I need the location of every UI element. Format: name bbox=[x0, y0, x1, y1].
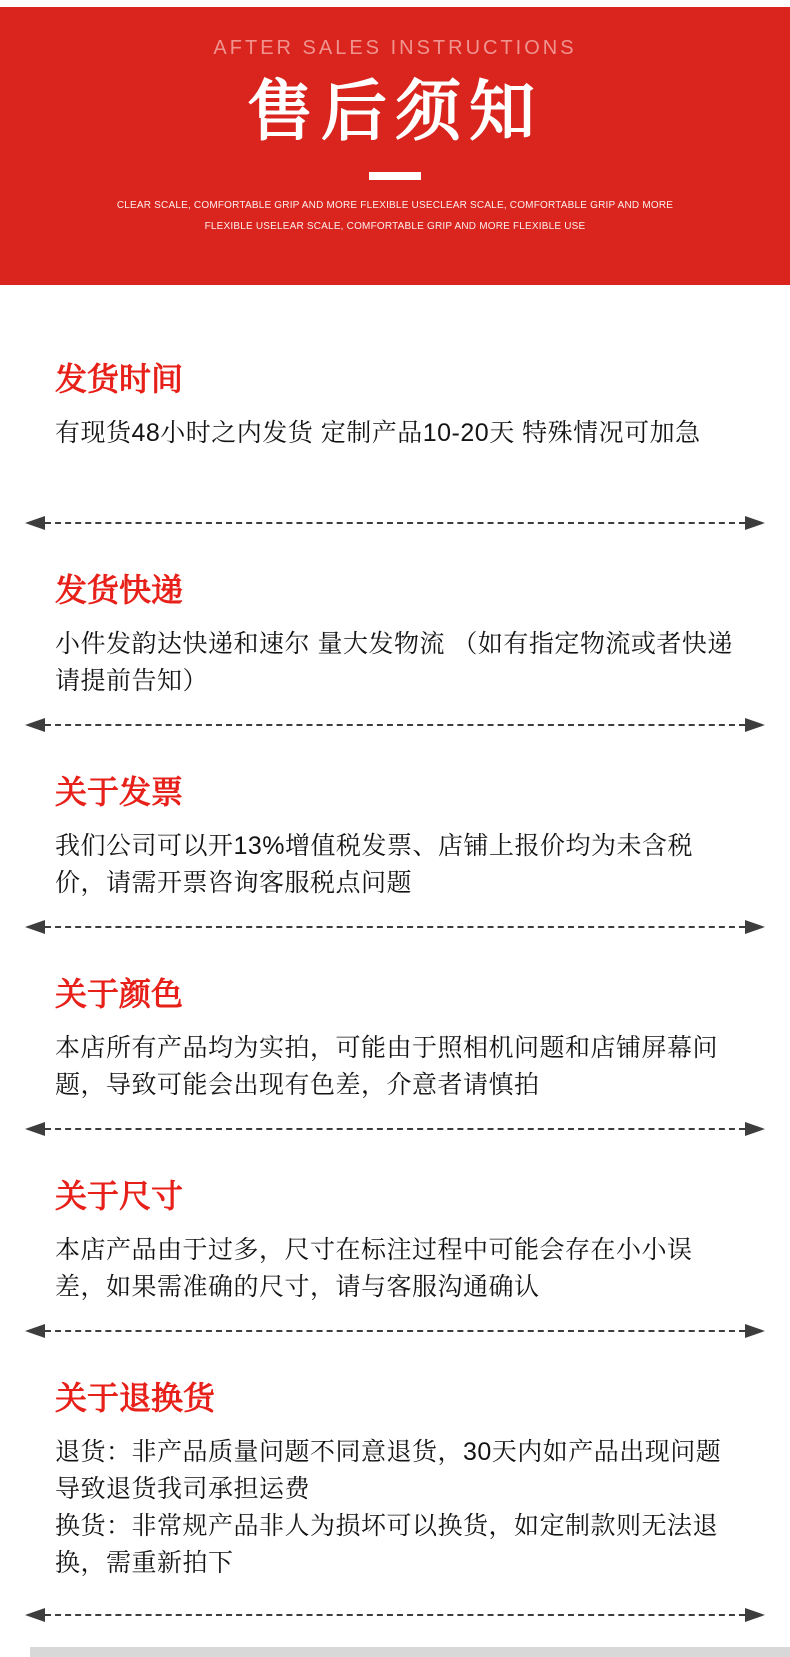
section-body-text: 退货：非产品质量问题不同意退货，30天内如产品出现问题导致退货我司承担运费 bbox=[55, 1438, 722, 1503]
dashed-line bbox=[45, 926, 745, 928]
banner-tagline-line2: FLEXIBLE USELEAR SCALE, COMFORTABLE GRIP AND MORE FLEXIBLE USE bbox=[204, 221, 586, 232]
dashed-line bbox=[45, 1128, 745, 1130]
divider-arrow bbox=[25, 1122, 765, 1136]
divider-arrow bbox=[25, 1608, 765, 1622]
banner-eyebrow: AFTER SALES INSTRUCTIONS bbox=[213, 37, 577, 59]
section-body-text: 我们公司可以开13%增值税发票、店铺上报价均为未含税价，请需开票咨询客服税点问题 bbox=[55, 832, 694, 897]
arrow-right-icon bbox=[745, 1608, 765, 1622]
section-body-text: 本店所有产品均为实拍，可能由于照相机问题和店铺屏幕问题，导致可能会出现有色差，介意者请慎拍 bbox=[55, 1034, 719, 1099]
section-body-text: 本店产品由于过多，尺寸在标注过程中可能会存在小小误差，如果需准确的尺寸，请与客服沟通确认 bbox=[55, 1236, 693, 1301]
section-title: 关于发票 bbox=[55, 774, 184, 810]
arrow-left-icon bbox=[25, 920, 45, 934]
dashed-line bbox=[45, 522, 745, 524]
section-returns bbox=[0, 1382, 790, 1582]
after-sales-page bbox=[0, 7, 790, 1657]
section-shipping-courier bbox=[0, 574, 790, 700]
arrow-left-icon bbox=[25, 1608, 45, 1622]
arrow-right-icon bbox=[745, 718, 765, 732]
arrow-right-icon bbox=[745, 1324, 765, 1338]
section-size bbox=[0, 1180, 790, 1306]
section-title: 关于退换货 bbox=[55, 1380, 216, 1416]
dashed-line bbox=[45, 724, 745, 726]
section-body-text: 有现货48小时之内发货 定制产品10-20天 特殊情况可加急 bbox=[55, 419, 701, 447]
arrow-right-icon bbox=[745, 1122, 765, 1136]
banner bbox=[0, 7, 790, 285]
section-title: 关于尺寸 bbox=[55, 1178, 184, 1214]
banner-title: 售后须知 bbox=[247, 74, 543, 148]
section-title: 发货时间 bbox=[55, 361, 184, 397]
arrow-left-icon bbox=[25, 718, 45, 732]
dashed-line bbox=[45, 1614, 745, 1616]
divider-arrow bbox=[25, 1324, 765, 1338]
section-title: 发货快递 bbox=[55, 572, 184, 608]
arrow-right-icon bbox=[745, 516, 765, 530]
divider-arrow bbox=[25, 516, 765, 530]
section-invoice bbox=[0, 776, 790, 902]
banner-underline-bar bbox=[369, 172, 421, 180]
section-title: 关于颜色 bbox=[55, 976, 184, 1012]
section-body-text: 小件发韵达快递和速尔 量大发物流 （如有指定物流或者快递请提前告知） bbox=[55, 630, 733, 695]
dashed-line bbox=[45, 1330, 745, 1332]
bottom-strip bbox=[30, 1647, 790, 1657]
section-color bbox=[0, 978, 790, 1104]
arrow-right-icon bbox=[745, 920, 765, 934]
arrow-left-icon bbox=[25, 1122, 45, 1136]
section-shipping-time bbox=[0, 363, 790, 452]
section-body-text: 换货：非常规产品非人为损坏可以换货，如定制款则无法退换，需重新拍下 bbox=[55, 1512, 719, 1577]
arrow-left-icon bbox=[25, 516, 45, 530]
divider-arrow bbox=[25, 920, 765, 934]
banner-tagline-line1: CLEAR SCALE, COMFORTABLE GRIP AND MORE FLEXIBLE USECLEAR SCALE, COMFORTABLE GRIP AND MORE bbox=[116, 200, 674, 211]
banner-tagline bbox=[0, 195, 790, 237]
arrow-left-icon bbox=[25, 1324, 45, 1338]
divider-arrow bbox=[25, 718, 765, 732]
